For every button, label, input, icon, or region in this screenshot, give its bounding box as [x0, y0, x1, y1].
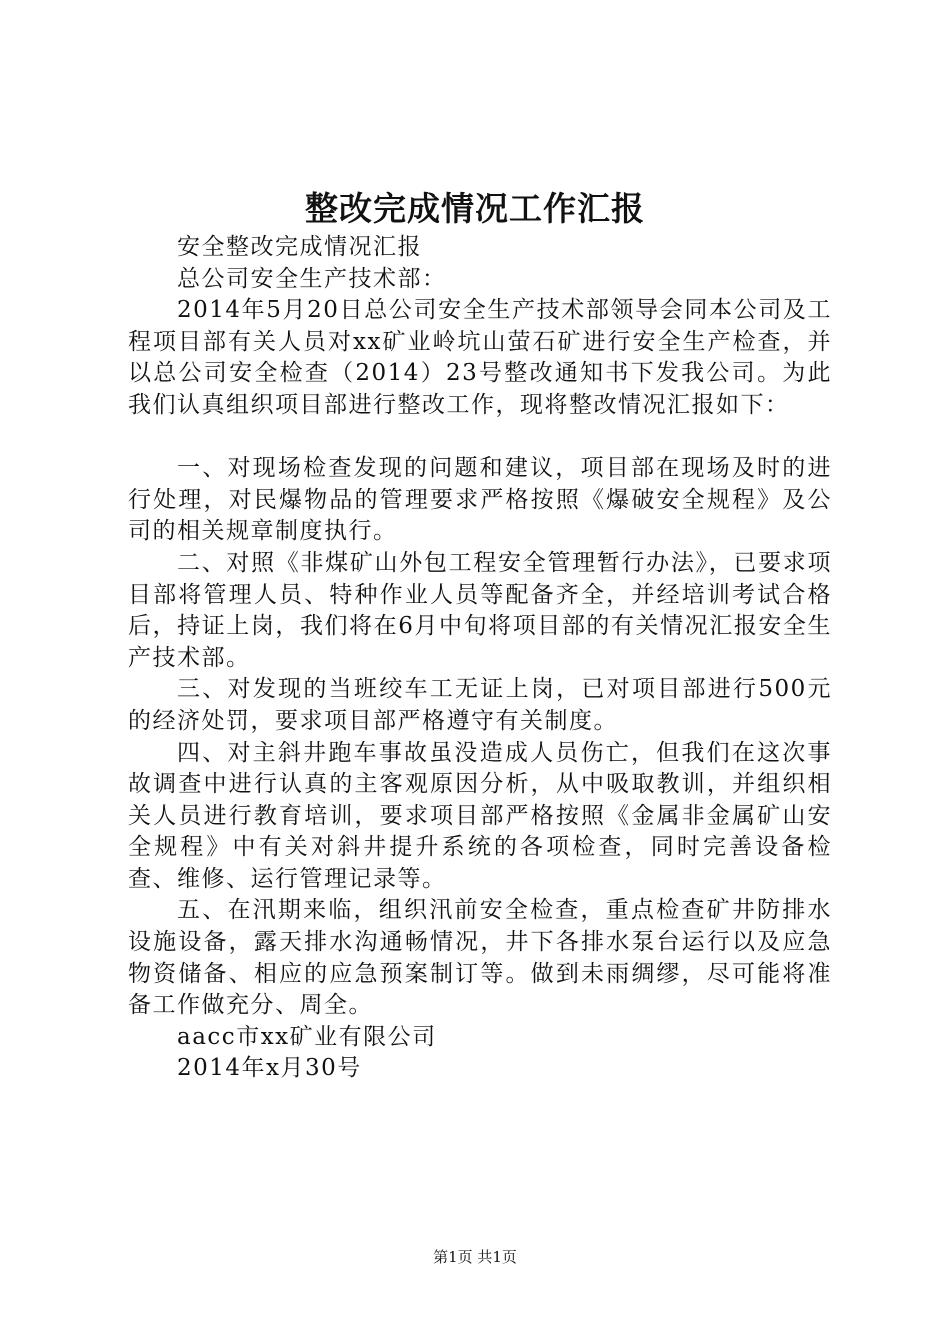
signature-date: 2014年x月30号	[177, 1055, 362, 1082]
document-subtitle: 安全整改完成情况汇报	[177, 234, 422, 260]
item-paragraph-2: 二、对照《非煤矿山外包工程安全管理暂行办法》，已要求项目部将管理人员、特种作业人员等配备齐全，并经培训考试合格后，持证上岗，我们将在6月中旬将项目部的有关情况汇报安全生产技术部。	[128, 549, 832, 671]
page-number-footer: 第1页 共1页	[433, 1248, 517, 1266]
addressee: 总公司安全生产技术部：	[177, 265, 447, 292]
item-paragraph-3: 三、对发现的当班绞车工无证上岗，已对项目部进行500元的经济处罚，要求项目部严格遵守有关制度。	[128, 676, 832, 734]
document-title: 整改完成情况工作汇报	[305, 189, 645, 228]
item-paragraph-1: 一、对现场检查发现的问题和建议，项目部在现场及时的进行处理，对民爆物品的管理要求严格按照《爆破安全规程》及公司的相关规章制度执行。	[128, 455, 832, 545]
item-paragraph-4: 四、对主斜井跑车事故虽没造成人员伤亡，但我们在这次事故调查中进行认真的主客观原因分析，从中吸取教训，并组织相关人员进行教育培训，要求项目部严格按照《金属非金属矿山安全规程》中有关对斜井提升系统的各项检查，同时完善设备检查、维修、运行管理记录等。	[128, 739, 832, 892]
document-body	[128, 232, 832, 1085]
signature-company: aacc市xx矿业有限公司	[177, 1023, 437, 1050]
item-paragraph-5: 五、在汛期来临，组织汛前安全检查，重点检查矿井防排水设施设备，露天排水沟通畅情况，井下各排水泵台运行以及应急物资储备、相应的应急预案制订等。做到未雨绸缪，尽可能将准备工作做充分、周全。	[128, 897, 832, 1019]
intro-paragraph: 2014年5月20日总公司安全生产技术部领导会同本公司及工程项目部有关人员对xx矿业岭坑山萤石矿进行安全生产检查，并以总公司安全检查（2014）23号整改通知书下发我公司。为此我们认真组织项目部进行整改工作，现将整改情况汇报如下：	[128, 297, 832, 418]
paragraph-gap	[128, 422, 832, 454]
